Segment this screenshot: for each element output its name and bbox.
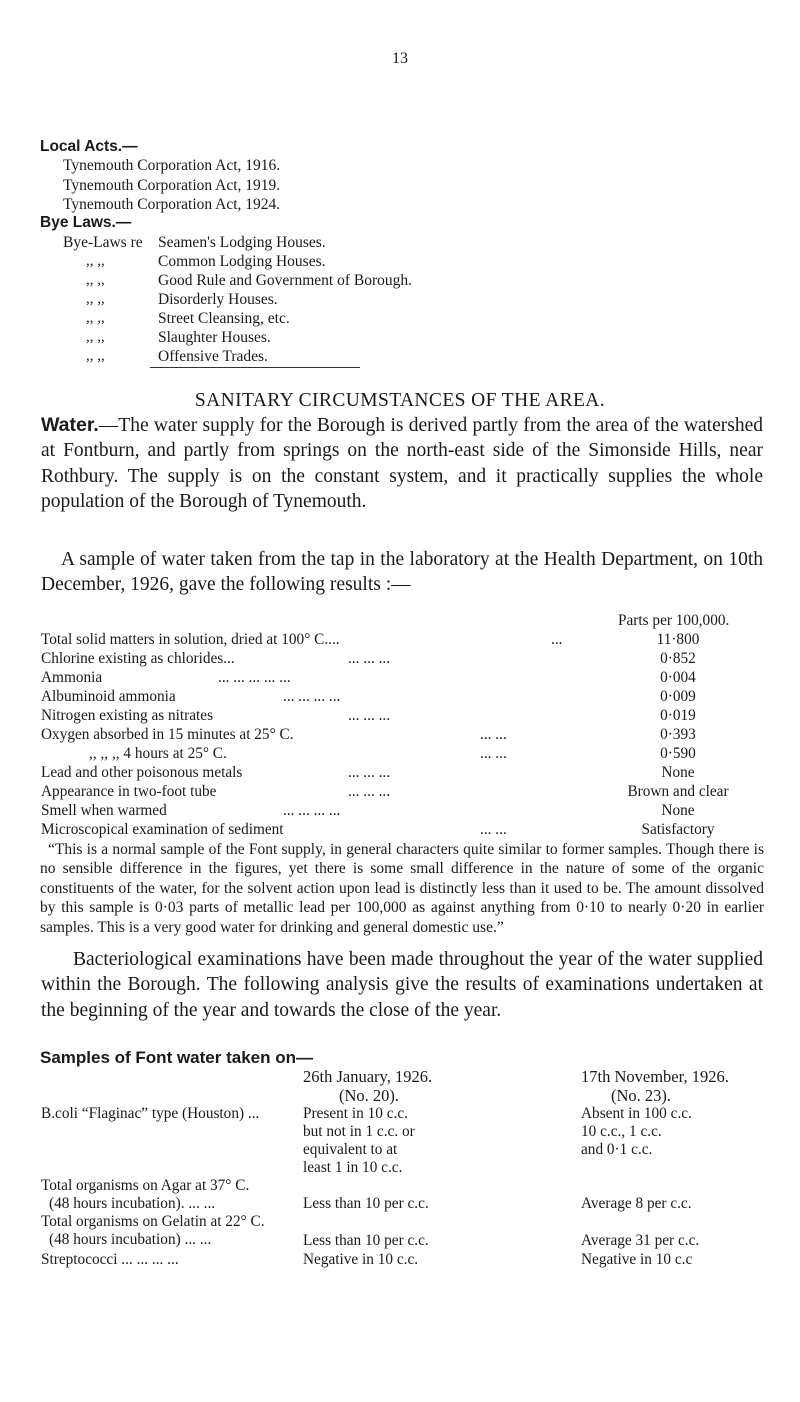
col1-head-line: 26th January, 1926. [303,1067,433,1086]
analysis-value: 0·004 [660,669,696,686]
cell-line: (48 hours incubation). ... ... [49,1195,216,1212]
analysis-value: 0·393 [660,726,696,743]
analysis-label: Lead and other poisonous metals [41,764,243,781]
analysis-dots: ... ... ... ... [283,802,341,819]
units-header: Parts per 100,000. [618,612,730,629]
water-text: —The water supply for the Borough is derived partly from the area of the watershed at Fontburn, and partly from springs on the north-east side of the Simonside Hills, near Rothbury. The supply is on the constant system, and it practically supplies the whole population of the Borough of Tynemouth. [41,415,763,512]
sample-row-col1: Less than 10 per c.c. [303,1232,429,1249]
local-act-item: Tynemouth Corporation Act, 1924. [63,196,281,213]
bye-law-item: Good Rule and Government of Borough. [158,272,412,289]
local-acts-heading: Local Acts.— [40,138,138,155]
analysis-dots: ... ... ... ... [283,688,341,705]
analysis-dots: ... ... [480,726,507,743]
analysis-value: Brown and clear [627,783,729,800]
analysis-label: Chlorine existing as chlorides... [41,650,235,667]
cell-line: Total organisms on Gelatin at 22° C. [41,1213,265,1230]
analysis-dots: ... ... ... [348,783,391,800]
ditto-mark: ,, ,, [86,329,105,345]
sample-row-col1: Negative in 10 c.c. [303,1251,419,1268]
cell-line: but not in 1 c.c. or [303,1123,415,1140]
cell-line: 10 c.c., 1 c.c. [581,1123,662,1140]
cell-line: Present in 10 c.c. [303,1105,408,1122]
cell-line: least 1 in 10 c.c. [303,1159,403,1176]
sample-row-label [41,1213,265,1249]
analysis-label: Albuminoid ammonia [41,688,176,705]
cell-line: equivalent to at [303,1141,398,1158]
analysis-dots: ... ... [480,745,507,762]
analysis-value: 0·009 [660,688,696,705]
bye-law-item: Common Lodging Houses. [158,253,326,270]
analysis-label: Appearance in two-foot tube [41,783,217,800]
bye-law-item: Offensive Trades. [158,348,268,365]
sample-row-col1 [303,1105,415,1177]
sample-row-label: Streptococci ... ... ... ... [41,1251,179,1268]
sample-paragraph: A sample of water taken from the tap in the laboratory at the Health Department, on 10th December, 1926, gave the following results :— [41,549,763,596]
ditto-mark: ,, ,, [86,291,105,307]
ditto-mark: ,, ,, [86,253,105,269]
analysis-label: Microscopical examination of sediment [41,821,284,838]
cell-line: (48 hours incubation) ... ... [49,1231,212,1248]
bye-laws-heading: Bye Laws.— [40,214,132,231]
bye-law-item: Slaughter Houses. [158,329,271,346]
analysis-value: 0·852 [660,650,696,667]
analysis-value: None [661,764,695,781]
samples-heading: Samples of Font water taken on— [40,1048,313,1067]
analysis-dots: ... ... [480,821,507,838]
analysis-label: Smell when warmed [41,802,167,819]
ditto-mark: ,, ,, [86,272,105,288]
bye-laws-prefix: Bye-Laws re [63,234,143,251]
ditto-mark: ,, ,, [86,310,105,326]
bye-law-item: Seamen's Lodging Houses. [158,234,326,251]
local-act-item: Tynemouth Corporation Act, 1916. [63,157,281,174]
analysis-dots: ... ... ... [348,707,391,724]
water-lead: Water. [41,414,99,436]
section-title: SANITARY CIRCUMSTANCES OF THE AREA. [194,390,606,411]
analysis-dots: ... ... ... ... ... [218,669,291,686]
sample-row-col2: Average 31 per c.c. [581,1232,700,1249]
bye-law-item: Disorderly Houses. [158,291,278,308]
ditto-mark: ,, ,, [86,348,105,364]
cell-line: and 0·1 c.c. [581,1141,653,1158]
divider-rule [150,367,360,368]
analysis-label: ,, ,, ,, 4 hours at 25° C. [89,745,227,762]
sample-row-col2: Negative in 10 c.c [581,1251,693,1268]
analysis-value: None [661,802,695,819]
analysis-dots: ... ... ... [348,650,391,667]
cell-line: Total organisms on Agar at 37° C. [41,1177,250,1194]
analysis-dots: ... ... ... [348,764,391,781]
sample-row-label [41,1177,249,1213]
col2-head [581,1067,729,1105]
col1-head-line: (No. 20). [339,1086,400,1105]
col2-head-line: 17th November, 1926. [581,1067,729,1086]
water-paragraph [41,413,763,514]
analysis-value: 11·800 [656,631,700,648]
analysis-label: Total solid matters in solution, dried at 100° C.... [41,631,340,648]
page-number: 13 [392,50,408,67]
analysis-dots: ... [551,631,563,648]
analysis-value: Satisfactory [641,821,715,838]
sample-row-col2: Average 8 per c.c. [581,1195,692,1212]
col1-head [303,1067,432,1105]
sample-row-col1: Less than 10 per c.c. [303,1195,429,1212]
bye-law-item: Street Cleansing, etc. [158,310,290,327]
analysis-label: Nitrogen existing as nitrates [41,707,214,724]
sample-row-label: B.coli “Flaginac” type (Houston) ... [41,1105,260,1122]
local-act-item: Tynemouth Corporation Act, 1919. [63,177,281,194]
col2-head-line: (No. 23). [611,1086,672,1105]
analysis-value: 0·019 [660,707,696,724]
sample-row-col2 [581,1105,692,1159]
analysis-label: Oxygen absorbed in 15 minutes at 25° C. [41,726,294,743]
quote-paragraph: “This is a normal sample of the Font supply, in general characters quite similar to former samples. Though there is no sensible difference in the figures, yet there is some small difference in the nature of some of the organic constituents of the water, for the solvent action upon lead is distinctly less than it used to be. The amount dissolved by this sample is 0·03 parts of metallic lead per 100,000 as against anything from 0·10 to nearly 0·20 in earlier samples. This is a very good water for drinking and general domestic use.” [40,841,764,936]
cell-line: Absent in 100 c.c. [581,1105,692,1122]
analysis-value: 0·590 [660,745,696,762]
analysis-label: Ammonia [41,669,103,686]
bacteriological-paragraph: Bacteriological examinations have been made throughout the year of the water supplied within the Borough. The following analysis give the results of examinations undertaken at the beginning of the year and towards the close of the year. [41,949,763,1021]
